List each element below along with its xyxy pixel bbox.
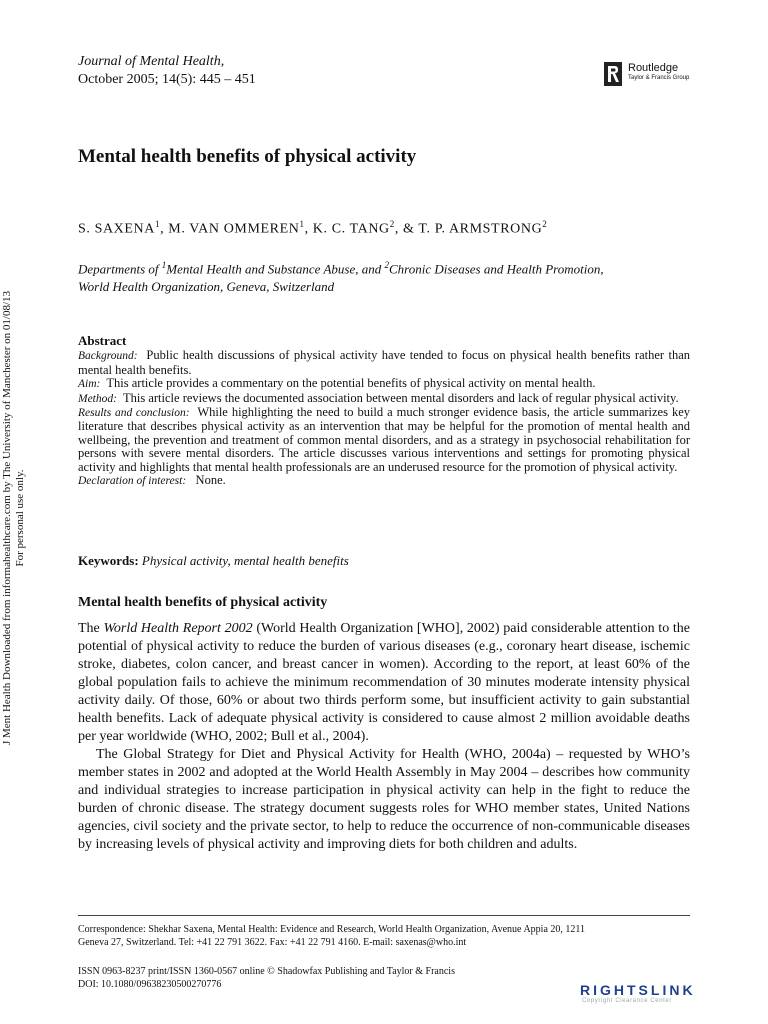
abstract-results-label: Results and conclusion: — [78, 407, 190, 420]
abstract-background-text: Public health discussions of physical activity have tended to focus on physical health benefits rather than mental health benefits. — [78, 348, 690, 377]
author-1-sup: 1 — [154, 219, 161, 229]
abstract-background-label: Background: — [78, 350, 138, 363]
side-note-line-1: J Ment Health Downloaded from informahealthcare.com by The University of Manchester on 01/08/13 — [1, 290, 13, 746]
author-3-sup: 2 — [389, 219, 395, 229]
author-4-sup: 2 — [542, 219, 548, 229]
keywords — [78, 553, 349, 569]
rightslink-wordmark: RIGHTSLINK — [580, 982, 696, 998]
footnote-rule — [78, 915, 690, 916]
authors — [78, 219, 547, 238]
abstract-declaration-text: None. — [195, 473, 226, 488]
keywords-text: Physical activity, mental health benefits — [141, 553, 349, 568]
affil-sup-1: 1 — [161, 260, 167, 270]
paragraph-2: The Global Strategy for Diet and Physical Activity for Health (WHO, 2004a) – requested by WHO’s member states in 2002 and adopted at the World Health Assembly in May 2004 – describes how community and individual strategies to increase participation in physical activity can help in the fight to reduce the burden of chronic disease. The strategy document suggests roles for WHO member states, United Nations agencies, civil society and the private sector, to help to reduce the occurrence of non-communicable diseases by increasing levels of physical activity and improving diets for both children and adults. — [78, 747, 690, 852]
abstract-results — [78, 406, 690, 474]
publisher-logo — [604, 62, 689, 86]
correspondence-line-2: Geneva 27, Switzerland. Tel: +41 22 791 3622. Fax: +41 22 791 4160. E-mail: saxenas@who.int — [78, 937, 467, 948]
affil-part-4: World Health Organization, Geneva, Switzerland — [78, 279, 335, 295]
journal-name: Journal of Mental Health, — [78, 54, 225, 69]
doi-line: DOI: 10.1080/09638230500270776 — [78, 979, 222, 990]
publisher-sub: Taylor & Francis Group — [628, 75, 690, 81]
rightslink-logo — [580, 982, 756, 1004]
abstract-aim — [78, 377, 690, 391]
abstract-declaration-label: Declaration of interest: — [78, 475, 187, 488]
side-note-text — [1, 268, 41, 768]
author-2: , M. VAN OMMEREN — [160, 221, 300, 237]
issn-line: ISSN 0963-8237 print/ISSN 1360-0567 online © Shadowfax Publishing and Taylor & Francis — [78, 966, 455, 977]
author-1: S. SAXENA — [78, 221, 155, 237]
abstract-method-text: This article reviews the documented association between mental disorders and lack of regular physical activity. — [123, 390, 679, 405]
journal-header — [78, 53, 256, 89]
para1-rest: (World Health Organization [WHO], 2002) paid considerable attention to the potential of physical activity to reduce the burden of various diseases (e.g., coronary heart disease, ischemic stroke, diabetes, colon cancer, and breast cancer in women). According to the report, at least 60% of the global population fails to achieve the minimum recommendation of 30 minutes moderate intensity physical activity daily. Of those, 60% or about two thirds perform some, but insufficient activity to gain substantial health benefits. Lack of adequate physical activity is considered to cause almost 2 million avoidable deaths per year worldwide (WHO, 2002; Bull et al., 2004). — [78, 621, 691, 744]
abstract — [78, 334, 690, 488]
author-4: , & T. P. ARMSTRONG — [394, 221, 543, 237]
routledge-logo-icon — [604, 62, 622, 86]
publisher-name: Routledge — [628, 62, 679, 74]
correspondence — [78, 923, 690, 949]
para1-start: The — [78, 621, 104, 636]
abstract-method — [78, 392, 690, 406]
download-side-note — [1, 268, 41, 768]
affil-part-3: Chronic Diseases and Health Promotion, — [388, 261, 604, 277]
affil-part-2: Mental Health and Substance Abuse, and — [166, 261, 385, 277]
article-title: Mental health benefits of physical activity — [78, 146, 417, 167]
author-2-sup: 1 — [299, 219, 305, 229]
keywords-label: Keywords: — [78, 553, 139, 568]
side-note-line-2: For personal use only. — [14, 469, 26, 567]
rightslink-sub: Copyright Clearance Center — [582, 998, 672, 1004]
issn-block — [78, 965, 598, 991]
correspondence-line-1: Correspondence: Shekhar Saxena, Mental Health: Evidence and Research, World Health Organization, Avenue Appia 20, 1211 — [78, 924, 586, 935]
author-3: , K. C. TANG — [304, 221, 390, 237]
abstract-method-label: Method: — [78, 392, 117, 405]
abstract-results-text: While highlighting the need to build a much stronger evidence basis, the article summarizes key literature that describes physical activity as an intervention that may be helpful for the promotion of mental health and wellbeing, the prevention and treatment of common mental disorders, and as a strategy in psychosocial rehabilitation for persons with severe mental disorders. The article discusses various interventions and settings for promoting physical activity and highlights that mental health professionals are an underused resource for the promotion of physical activity. — [78, 405, 690, 474]
section-title: Mental health benefits of physical activity — [78, 595, 328, 610]
affiliation — [78, 256, 698, 296]
abstract-heading: Abstract — [78, 333, 127, 348]
abstract-aim-text: This article provides a commentary on the potential benefits of physical activity on mental health. — [106, 376, 596, 391]
body-text — [78, 620, 690, 854]
affil-sup-2: 2 — [384, 260, 389, 270]
affil-part-1: Departments of — [78, 261, 162, 277]
abstract-background — [78, 349, 690, 377]
paragraph-1 — [78, 620, 690, 746]
para1-report: World Health Report 2002 — [103, 621, 253, 636]
abstract-aim-label: Aim: — [78, 378, 101, 391]
journal-issue: October 2005; 14(5): 445 – 451 — [78, 72, 256, 87]
abstract-declaration — [78, 474, 690, 488]
